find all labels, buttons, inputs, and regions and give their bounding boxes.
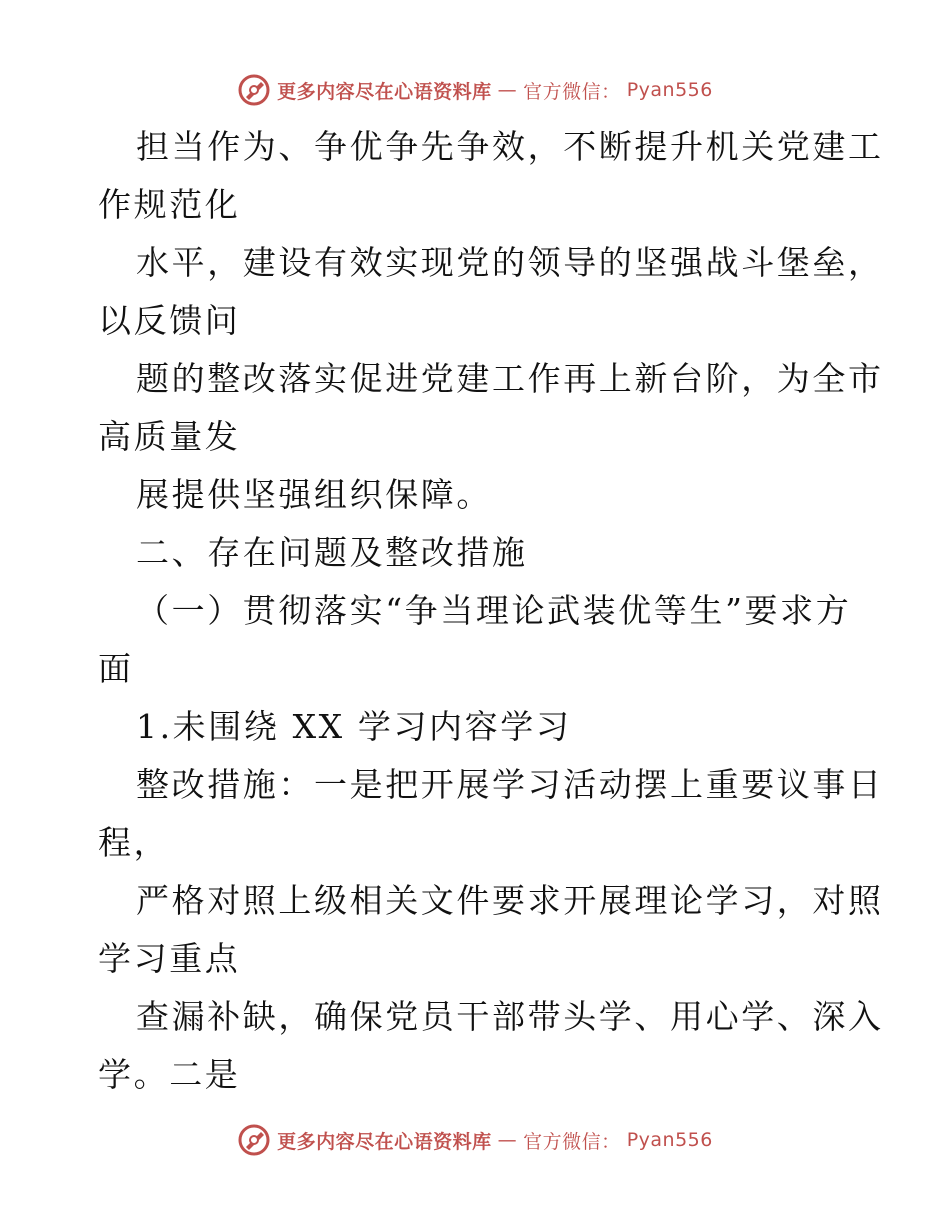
header-banner: [0, 70, 950, 110]
banner-separator: —: [497, 79, 518, 101]
text-line: 查漏补缺，确保党员干部带头学、用心学、深入: [136, 997, 884, 1036]
banner-brand-text: 更多内容尽在心语资料库: [277, 80, 492, 103]
banner-official-label: 官方微信：: [523, 1130, 621, 1153]
banner-wechat-id: Pyan556: [626, 79, 713, 101]
text-line: 程，: [98, 823, 170, 862]
banner-official-label: 官方微信：: [523, 80, 621, 103]
banner-separator: —: [497, 1129, 518, 1151]
banner-brand-text: 更多内容尽在心语资料库: [277, 1130, 492, 1153]
section-heading: 二、存在问题及整改措施: [136, 533, 528, 572]
text-line: 以反馈问: [98, 301, 241, 340]
banner-wechat-id: Pyan556: [626, 1129, 713, 1151]
text-line: 作规范化: [98, 185, 241, 224]
document-body: [98, 118, 884, 1104]
text-line: 担当作为、争优争先争效，不断提升机关党建工: [136, 127, 884, 166]
subsection-heading: （一）贯彻落实“争当理论武装优等生”要求方: [136, 591, 852, 630]
text-line: 题的整改落实促进党建工作再上新台阶，为全市: [136, 359, 884, 398]
text-line: 整改措施：一是把开展学习活动摆上重要议事日: [136, 765, 884, 804]
text-line: 学。二是: [98, 1055, 241, 1094]
text-line: 展提供坚强组织保障。: [136, 475, 492, 514]
footer-banner: [0, 1120, 950, 1160]
text-line: 学习重点: [98, 939, 241, 978]
text-line: 水平，建设有效实现党的领导的坚强战斗堡垒，: [136, 243, 884, 282]
text-line: 面: [98, 649, 134, 688]
text-line: 严格对照上级相关文件要求开展理论学习，对照: [136, 881, 884, 920]
item-heading: 1.未围绕 XX 学习内容学习: [136, 707, 572, 746]
seal-logo-icon: [237, 73, 271, 107]
text-line: 高质量发: [98, 417, 241, 456]
seal-logo-icon: [237, 1123, 271, 1157]
